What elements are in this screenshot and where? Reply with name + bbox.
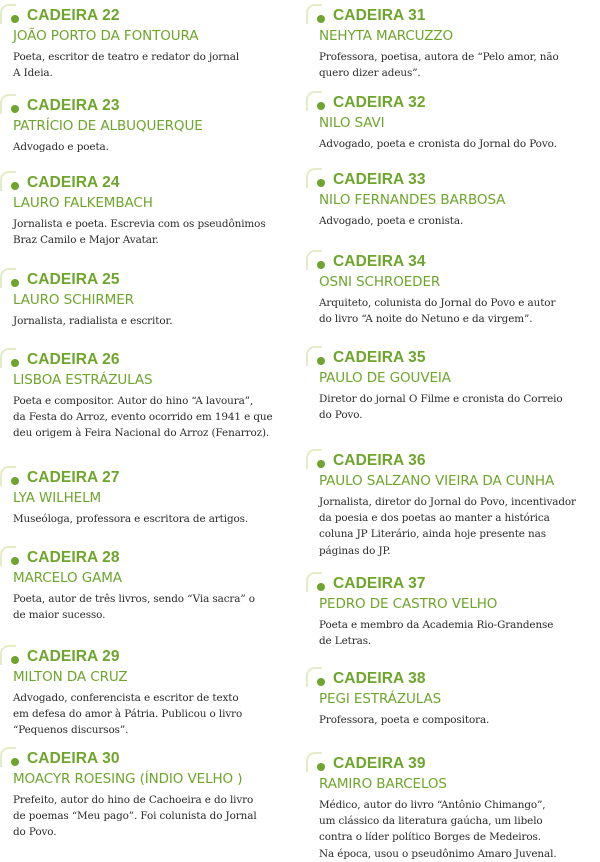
patron-name: PAULO DE GOUVEIA	[319, 370, 451, 386]
description-line: Jornalista, diretor do Jornal do Povo, incentivador	[319, 496, 576, 508]
chair-number: CADEIRA 39	[333, 755, 426, 772]
patron-description	[319, 617, 553, 649]
patron-name: NEHYTA MARCUZZO	[319, 28, 454, 44]
description-line: Arquiteto, colunista do Jornal do Povo e autor	[319, 297, 556, 309]
description-line: em defesa do amor à Pátria. Publicou o livro	[13, 708, 243, 721]
patron-name: LISBOA ESTRÁZULAS	[13, 372, 153, 388]
description-line: Poeta, escritor de teatro e redator do jornal	[13, 51, 240, 63]
patron-name: OSNI SCHROEDER	[319, 274, 441, 290]
description-line: de poemas “Meu pago”. Foi colunista do Jornal	[13, 810, 257, 823]
patron-description	[13, 511, 248, 527]
description-line: do livro “A noite do Netuno e da virgem”.	[319, 313, 533, 326]
chair-number: CADEIRA 33	[333, 171, 426, 188]
patron-description	[319, 213, 463, 229]
chair-number: CADEIRA 25	[27, 271, 120, 288]
chair-number: CADEIRA 23	[27, 97, 120, 114]
patron-description	[13, 792, 257, 841]
patron-description	[13, 591, 255, 623]
patron-description	[13, 216, 266, 248]
patron-description	[13, 393, 273, 442]
description-line: um clássico da literatura gaúcha, um libelo	[319, 815, 543, 828]
description-line: de maior sucesso.	[13, 609, 106, 622]
patron-description	[319, 295, 555, 327]
patron-description	[319, 797, 557, 862]
bullet-dot-icon	[317, 357, 325, 365]
bullet-dot-icon	[11, 758, 19, 766]
bullet-dot-icon	[11, 656, 19, 664]
bullet-dot-icon	[11, 105, 19, 113]
patron-description	[319, 49, 559, 81]
patron-description	[13, 139, 109, 155]
chair-number: CADEIRA 22	[27, 7, 120, 24]
bullet-dot-icon	[317, 261, 325, 269]
description-line: de Letras.	[319, 635, 372, 648]
description-line: coluna JP Literário, ainda hoje presente nas	[319, 528, 546, 541]
description-line: da poesia e dos poetas ao manter a histórica	[319, 512, 550, 525]
bullet-dot-icon	[317, 678, 325, 686]
chair-number: CADEIRA 24	[27, 174, 120, 191]
patron-name: PEDRO DE CASTRO VELHO	[319, 596, 498, 612]
description-line: Professora, poeta e compositora.	[319, 714, 490, 726]
patron-name: LYA WILHELM	[13, 490, 102, 506]
patron-description	[319, 712, 489, 728]
description-line: quero dizer adeus”.	[319, 67, 421, 80]
description-line: Museóloga, professora e escritora de artigos.	[13, 513, 249, 525]
bullet-dot-icon	[11, 279, 19, 287]
description-line: do Povo.	[13, 826, 57, 839]
chair-number: CADEIRA 34	[333, 253, 426, 270]
chair-number: CADEIRA 35	[333, 349, 426, 366]
patron-description	[319, 391, 563, 423]
description-line: Poeta e membro da Academia Rio-Grandense	[319, 619, 554, 631]
chair-number: CADEIRA 32	[333, 94, 426, 111]
chair-number: CADEIRA 30	[27, 750, 120, 767]
chair-number: CADEIRA 36	[333, 452, 426, 469]
bullet-dot-icon	[11, 477, 19, 485]
bullet-dot-icon	[317, 583, 325, 591]
patron-description	[319, 494, 576, 559]
chair-number: CADEIRA 28	[27, 549, 120, 566]
patron-name: JOÃO PORTO DA FONTOURA	[13, 28, 199, 44]
chair-number: CADEIRA 26	[27, 351, 120, 368]
patron-name: MARCELO GAMA	[13, 570, 122, 586]
bullet-dot-icon	[11, 557, 19, 565]
bullet-dot-icon	[317, 102, 325, 110]
description-line: Poeta, autor de três livros, sendo “Via sacra” o	[13, 593, 255, 605]
description-line: Na época, usou o pseudônimo Amaro Juvenal.	[319, 847, 557, 860]
bullet-dot-icon	[11, 182, 19, 190]
description-line: “Pequenos discursos”.	[13, 724, 129, 737]
patron-name: LAURO FALKEMBACH	[13, 195, 153, 211]
chair-number: CADEIRA 31	[333, 7, 426, 24]
description-line: Poeta e compositor. Autor do hino “A lavoura”,	[13, 395, 254, 407]
description-line: A Ideia.	[13, 67, 53, 80]
chair-number: CADEIRA 27	[27, 469, 120, 486]
patron-name: PEGI ESTRÁZULAS	[319, 691, 442, 707]
patron-description	[319, 136, 557, 152]
patron-name: MILTON DA CRUZ	[13, 669, 128, 685]
chair-number: CADEIRA 38	[333, 670, 426, 687]
description-line: Braz Camilo e Major Avatar.	[13, 234, 159, 247]
patron-description	[13, 49, 239, 81]
bullet-dot-icon	[317, 763, 325, 771]
description-line: Prefeito, autor do hino de Cachoeira e do livro	[13, 794, 254, 806]
description-line: do Povo.	[319, 409, 363, 422]
patron-name: NILO FERNANDES BARBOSA	[319, 192, 506, 208]
patron-name: MOACYR ROESING (ÍNDIO VELHO )	[13, 771, 243, 787]
patron-name: PATRÍCIO DE ALBUQUERQUE	[13, 118, 203, 134]
patron-name: RAMIRO BARCELOS	[319, 776, 447, 792]
bullet-dot-icon	[317, 460, 325, 468]
bullet-dot-icon	[11, 359, 19, 367]
bullet-dot-icon	[11, 15, 19, 23]
description-line: contra o líder político Borges de Medeiros.	[319, 831, 541, 844]
description-line: da Festa do Arroz, evento ocorrido em 1941 e que	[13, 411, 273, 424]
description-line: Advogado, conferencista e escritor de texto	[13, 692, 239, 704]
chair-number: CADEIRA 29	[27, 648, 120, 665]
patron-name: NILO SAVI	[319, 115, 385, 131]
description-line: deu origem à Feira Nacional do Arroz (Fenarroz).	[13, 427, 270, 440]
description-line: Professora, poetisa, autora de “Pelo amor, não	[319, 51, 559, 63]
description-line: Advogado e poeta.	[13, 141, 109, 153]
patron-description	[13, 313, 172, 329]
description-line: páginas do JP.	[319, 544, 391, 557]
patron-description	[13, 690, 242, 739]
description-line: Advogado, poeta e cronista do Jornal do Povo.	[319, 138, 557, 150]
bullet-dot-icon	[317, 179, 325, 187]
description-line: Jornalista, radialista e escritor.	[13, 315, 173, 327]
description-line: Jornalista e poeta. Escrevia com os pseudônimos	[13, 218, 266, 230]
description-line: Médico, autor do livro “Antônio Chimango”,	[319, 799, 546, 811]
patron-name: PAULO SALZANO VIEIRA DA CUNHA	[319, 473, 555, 489]
description-line: Diretor do jornal O Filme e cronista do Correio	[319, 393, 563, 405]
chair-number: CADEIRA 37	[333, 575, 426, 592]
bullet-dot-icon	[317, 15, 325, 23]
patron-name: LAURO SCHIRMER	[13, 292, 134, 308]
description-line: Advogado, poeta e cronista.	[319, 215, 464, 227]
